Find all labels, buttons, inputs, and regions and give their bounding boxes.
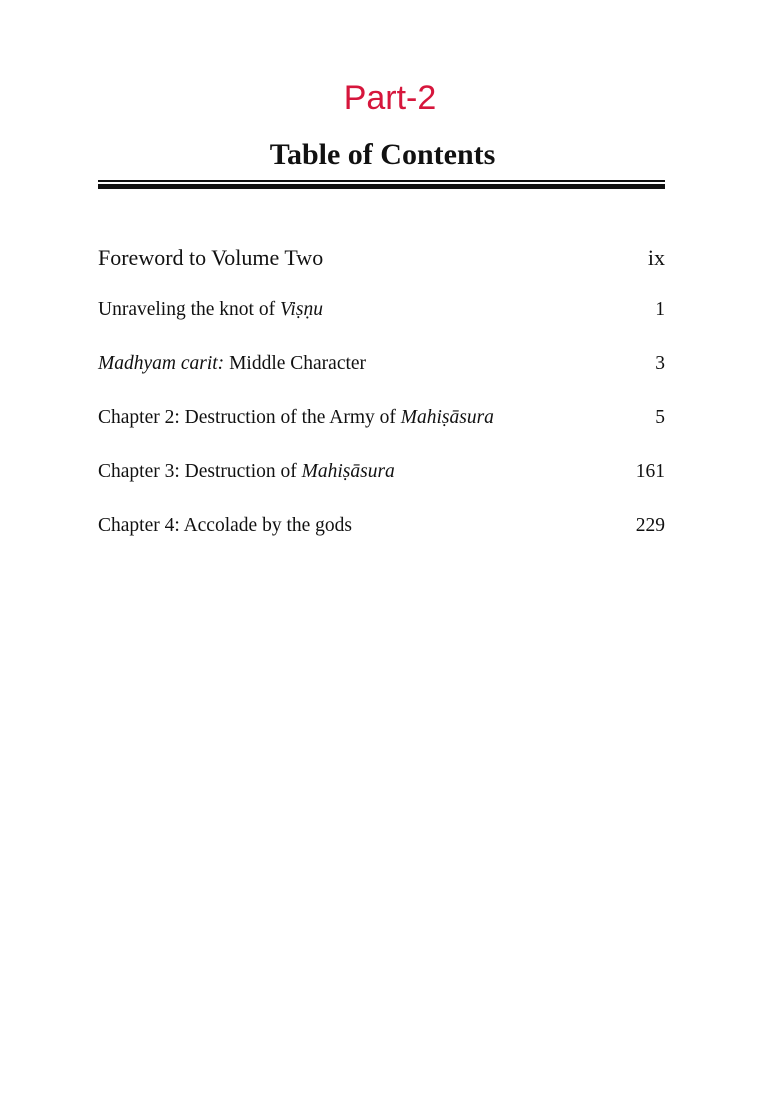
toc-page-number: 5 <box>655 407 665 428</box>
table-of-contents <box>98 245 665 569</box>
toc-entry-chapter-3[interactable] <box>98 461 665 515</box>
page-title: Table of Contents <box>269 138 496 171</box>
toc-page-number: 1 <box>655 299 665 320</box>
toc-entry-unraveling[interactable] <box>98 299 665 353</box>
toc-entry-chapter-2[interactable] <box>98 407 665 461</box>
title-rule-thin <box>98 180 665 182</box>
toc-page-number: 229 <box>635 515 665 536</box>
title-rule-thick <box>98 184 665 189</box>
toc-entry-madhyam-carit[interactable] <box>98 353 665 407</box>
toc-page-number: 161 <box>635 461 665 482</box>
toc-page-number: 3 <box>655 353 665 374</box>
toc-entry-title: Chapter 3: Destruction of Mahiṣāsura <box>98 461 395 482</box>
toc-page-number: ix <box>647 245 665 270</box>
part-label: Part-2 <box>343 79 437 117</box>
toc-entry-title: Foreword to Volume Two <box>98 245 324 270</box>
toc-entry-title: Chapter 4: Accolade by the gods <box>98 515 352 536</box>
toc-entry-chapter-4[interactable] <box>98 515 665 569</box>
toc-entry-foreword[interactable] <box>98 245 665 299</box>
toc-entry-title: Chapter 2: Destruction of the Army of Mahiṣāsura <box>98 407 494 428</box>
toc-entry-title: Madhyam carit: Middle Character <box>98 353 367 374</box>
toc-entry-title: Unraveling the knot of Viṣṇu <box>98 299 323 320</box>
